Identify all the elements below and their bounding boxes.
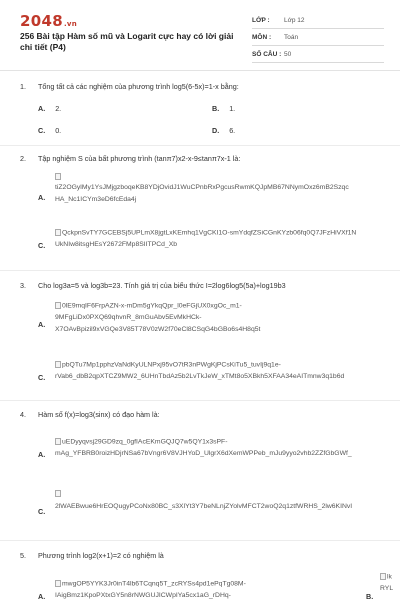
question-text: Hàm số f(x)=log3(sinx) có đạo hàm là: bbox=[38, 410, 160, 419]
logo-text: 2048 bbox=[20, 12, 63, 30]
logo-suffix: .vn bbox=[63, 20, 78, 28]
option-letter-a[interactable]: A. bbox=[38, 193, 46, 202]
site-logo[interactable] bbox=[20, 12, 77, 30]
question-number: 1. bbox=[20, 82, 26, 91]
question-text: Cho log3a=5 và log3b=23. Tính giá trị của biểu thức I=2log6log5(5a)+log19b3 bbox=[38, 281, 286, 290]
meta-value: Toán bbox=[284, 33, 299, 41]
broken-image-icon bbox=[55, 229, 61, 236]
question-text: Tập nghiệm S của bất phương trình (tanπ7)x2-x-9≤tanπ7x-1 là: bbox=[38, 154, 241, 163]
header-divider bbox=[0, 70, 400, 71]
meta-key: MÔN : bbox=[252, 33, 272, 41]
broken-image-icon bbox=[55, 490, 61, 497]
option-b[interactable] bbox=[212, 104, 235, 113]
broken-image-icon bbox=[55, 361, 61, 368]
question-number: 3. bbox=[20, 281, 26, 290]
image-alt-text: uEDyyqvsj29GD9zq_0gfIAcEKmGQJQ7w5QY1x3sPF- bbox=[62, 438, 228, 446]
option-letter-c[interactable]: C. bbox=[38, 507, 46, 516]
option-b-image-text bbox=[380, 573, 400, 580]
broken-image-icon bbox=[55, 302, 61, 309]
question-text: Tổng tất cả các nghiệm của phương trình log5(6-5x)=1-x bằng: bbox=[38, 82, 239, 91]
page-title: 256 Bài tập Hàm số mũ và Logarit cực hay có lời giải chi tiết (P4) bbox=[20, 31, 234, 52]
question-number: 5. bbox=[20, 551, 26, 560]
option-c-image-text: UkNIw8itsgHEsY2672FMp8SIITPCd_Xb bbox=[55, 241, 178, 248]
broken-image-icon bbox=[380, 573, 386, 580]
meta-value: Lớp 12 bbox=[284, 16, 305, 24]
option-letter-c[interactable]: C. bbox=[38, 373, 46, 382]
meta-table bbox=[252, 12, 384, 63]
question-separator bbox=[0, 540, 400, 541]
option-letter-b[interactable]: B. bbox=[366, 592, 374, 601]
option-c-image-text bbox=[55, 361, 400, 368]
question-text: Phương trình log2(x+1)=2 có nghiệm là bbox=[38, 551, 164, 560]
option-a-image-text bbox=[55, 302, 400, 309]
image-alt-text: 0lE9mqIF6FrpAZN-x-mDm5gYkqQpr_l0eFGjUX0xgOc_m1- bbox=[62, 302, 242, 310]
option-d[interactable] bbox=[212, 126, 235, 135]
option-a-image-text bbox=[55, 438, 400, 445]
option-letter: A. bbox=[38, 104, 46, 113]
option-a-image-text: tiZ2OGylMy1YsJMjgzboqeKB8YDjOvidJ1WuCPnbRxPgcusRwmKQJpMB67NNymOxz6mB2Szqc bbox=[55, 184, 349, 191]
meta-value: 50 bbox=[284, 50, 292, 58]
option-text: 6. bbox=[229, 126, 236, 135]
option-c-image-text bbox=[55, 229, 400, 236]
option-letter-c[interactable]: C. bbox=[38, 241, 46, 250]
option-a-image-text: X7OAvBpizil9xVGQe3V85T78V0zW2f70eCl8CSqG4bGBo6s4H8q5t bbox=[55, 326, 261, 333]
option-letter-a[interactable]: A. bbox=[38, 450, 46, 459]
option-letter-a[interactable]: A. bbox=[38, 320, 46, 329]
question-number: 4. bbox=[20, 410, 26, 419]
option-a-image-text: HA_Nc1ICYm3eD6fcEda4j bbox=[55, 196, 137, 203]
meta-row-subject bbox=[252, 29, 384, 46]
option-text: 2. bbox=[55, 104, 62, 113]
meta-row-count bbox=[252, 46, 384, 63]
question-separator bbox=[0, 270, 400, 271]
option-b-image-text: RYL bbox=[380, 585, 394, 592]
question-separator bbox=[0, 145, 400, 146]
meta-key: LỚP : bbox=[252, 16, 270, 24]
option-text: 0. bbox=[55, 126, 62, 135]
option-c-image-text: 2lWAEBwue6HrEOQugyPCoNx80BC_s3XlYt3Y7beNLnjZYolvMFCT2woQ2q1ztfWRHS_2lw6KINvI bbox=[55, 503, 353, 510]
meta-key: SỐ CÂU : bbox=[252, 50, 282, 58]
option-a[interactable] bbox=[38, 104, 61, 113]
meta-row-class bbox=[252, 12, 384, 29]
option-a-image-text bbox=[55, 580, 365, 587]
option-a-image-text: 9MFgLiDx0PXQ69qhvnR_8mGuAbv5EvMkHCk- bbox=[55, 314, 202, 321]
image-alt-text: mwgOP5YYK3Jr0inT4lb6TCqnq5T_zcRYSs4pd1ePqTg08M- bbox=[62, 580, 246, 588]
option-text: 1. bbox=[229, 104, 236, 113]
image-alt-text: pbQTu7Mp1pphzVaNdKyULNPxj95vO7tR3nPWgKjPCsKiTu5_tuvIj9q1e- bbox=[62, 361, 281, 369]
image-alt-text: QckpnSvTY7GCEBSj5UPLmX8jgtLxKEmhq1VgCKI1O-smYdqfZSiCGnKYzb06fq0Q7JFzHiVXf1N bbox=[62, 229, 357, 237]
option-c[interactable] bbox=[38, 126, 61, 135]
broken-image-icon bbox=[55, 580, 61, 587]
header bbox=[0, 0, 400, 60]
image-alt-text: lk bbox=[387, 573, 392, 581]
option-letter-a[interactable]: A. bbox=[38, 592, 46, 601]
option-letter: B. bbox=[212, 104, 220, 113]
option-letter: C. bbox=[38, 126, 46, 135]
option-a-image-text: mAg_YFBRB0roizHDjrNSa67bVngr6V8VJHYoD_UlgrX6dXemWPPeb_mJu9yyo2vhb2ZZfGbGWf_ bbox=[55, 450, 352, 457]
question-number: 2. bbox=[20, 154, 26, 163]
option-a-image-text: IAigBmz1KpoPXtxGY5n8rNWGUJICWpIYa5cx1aG_rDHq- bbox=[55, 592, 231, 599]
broken-image-icon bbox=[55, 173, 61, 180]
broken-image-icon bbox=[55, 438, 61, 445]
question-separator bbox=[0, 400, 400, 401]
option-letter: D. bbox=[212, 126, 220, 135]
option-c-image-text: rVab6_dbB2qpXTCZ9MW2_6UHnTbdAz5b2LvTkJeW_xTMt8o5XBkh5XFAA34eAITmnw3q1b6d bbox=[55, 373, 345, 380]
